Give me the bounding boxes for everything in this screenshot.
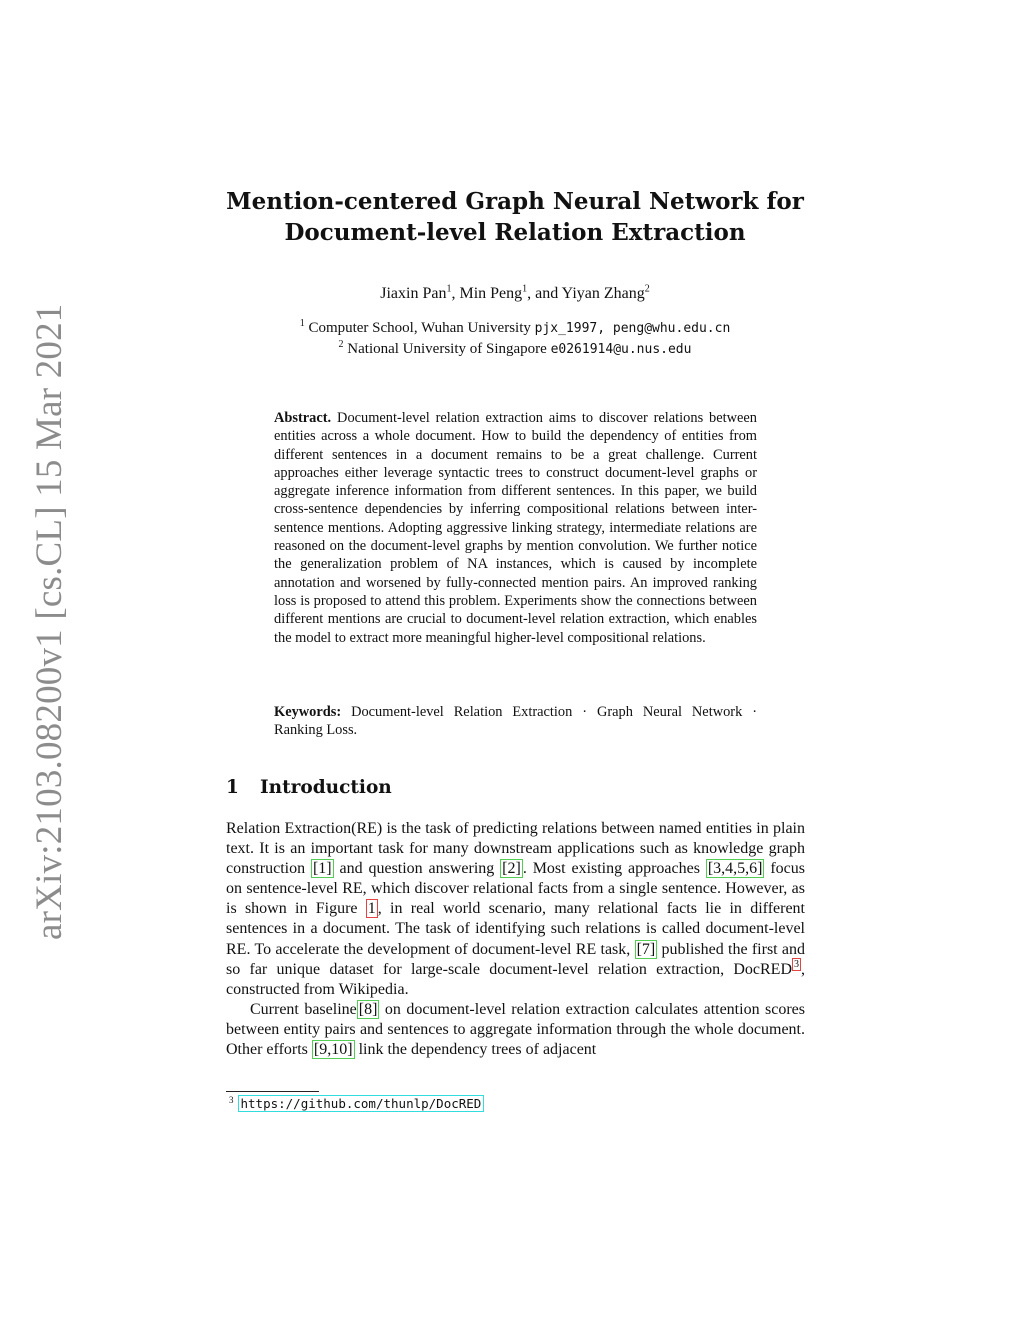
footnote-url-link[interactable]: https://github.com/thunlp/DocRED xyxy=(238,1095,485,1112)
author-separator: , and xyxy=(527,285,562,302)
section-number: 1 xyxy=(226,777,239,798)
citation-link[interactable]: [2] xyxy=(502,860,521,878)
citation-link[interactable]: [1] xyxy=(312,860,332,878)
affiliation-emails: e0261914@u.nus.edu xyxy=(550,342,692,357)
footnote xyxy=(229,1095,809,1113)
author-separator: , xyxy=(451,285,460,302)
affiliation-line xyxy=(200,339,830,360)
author-name: Yiyan Zhang xyxy=(561,285,645,302)
citation-link[interactable]: [7] xyxy=(636,940,656,958)
paper-title-line-2: Document-level Relation Extraction xyxy=(284,219,746,246)
abstract-label: Abstract. xyxy=(274,410,332,426)
author-name: Min Peng xyxy=(459,285,523,302)
abstract xyxy=(274,409,757,647)
arxiv-identifier-stamp: arXiv:2103.08200v1 [cs.CL] 15 Mar 2021 xyxy=(29,303,70,940)
affiliation-line xyxy=(200,318,830,339)
paragraph-text: published the first and so far unique dataset for large-scale document-level relation extraction, DocRED xyxy=(226,940,805,978)
paper-title-line-1: Mention-centered Graph Neural Network for xyxy=(226,188,804,215)
footnote-divider xyxy=(226,1091,319,1092)
author-affiliation-mark: 2 xyxy=(644,283,650,295)
citation-link[interactable]: [8] xyxy=(358,1000,378,1018)
citation-link[interactable]: [9,10] xyxy=(313,1041,353,1059)
author-name: Jiaxin Pan xyxy=(380,285,447,302)
paragraph-text: and question answering xyxy=(333,860,501,878)
paragraph-text: on document-level relation extraction calculates attention scores between entity pairs and sentences to aggregate information through the whole document. Other efforts xyxy=(226,1000,806,1059)
affiliations xyxy=(200,318,830,360)
paragraph-text: , in real world scenario, many relational facts lie in different sentences in a document. The task of identifying such relations is called document-level RE. To accelerate the development of document-level RE task, xyxy=(226,900,805,958)
affiliation-name: Computer School, Wuhan University xyxy=(308,320,531,336)
keywords-text: Document-level Relation Extraction · Graph Neural Network · Ranking Loss. xyxy=(274,704,757,739)
figure-reference-link[interactable]: 1 xyxy=(367,900,376,918)
footnote-mark: 3 xyxy=(229,1094,234,1105)
keywords xyxy=(274,703,757,740)
paper-title xyxy=(200,186,830,248)
paragraph xyxy=(226,1000,805,1060)
keywords-label: Keywords: xyxy=(274,704,342,720)
section-title: Introduction xyxy=(260,777,392,798)
author-affiliation-mark: 1 xyxy=(522,283,528,295)
paragraph-text: focus on sentence-level RE, which discover relational facts from a single sentence. However, as is shown in Figure xyxy=(226,860,806,918)
paragraph xyxy=(226,819,805,1000)
abstract-text: Document-level relation extraction aims to discover relations between entities across a whole document. How to build the dependency of entities from different sentences in a document remains to be a great challenge. Current approaches either leverage syntactic trees to construct document-level graphs or aggregate inference information from different sentences. In this paper, we build cross-sentence dependencies by inferring compositional relations between inter-sentence mentions. Adopting aggressive linking strategy, intermediate relations are reasoned on the document-level graphs by mention convolution. We further notice the generalization problem of NA instances, which is caused by incomplete annotation and worsened by fully-connected mention pairs. An improved ranking loss is proposed to attend this problem. Experiments show the connections between different mentions are crucial to document-level relation extraction, which enables the model to extract more meaningful higher-level compositional relations. xyxy=(274,410,757,646)
paragraph-text: Current baseline xyxy=(250,1000,357,1018)
introduction-body xyxy=(226,819,805,1060)
section-heading xyxy=(226,776,806,800)
affiliation-emails: pjx_1997, peng@whu.edu.cn xyxy=(534,321,731,336)
author-affiliation-mark: 1 xyxy=(446,283,452,295)
affiliation-mark: 2 xyxy=(338,339,344,350)
author-list xyxy=(200,284,830,304)
paragraph-text: Relation Extraction(RE) is the task of predicting relations between named entities in plain text. It is an important task for many downstream applications such as knowledge graph construction xyxy=(226,820,805,878)
affiliation-mark: 1 xyxy=(299,318,305,329)
paragraph-text: , constructed from Wikipedia. xyxy=(226,960,805,998)
footnote-reference-link[interactable]: 3 xyxy=(794,959,799,971)
paragraph-text: link the dependency trees of adjacent xyxy=(354,1041,597,1059)
affiliation-name: National University of Singapore xyxy=(347,341,547,357)
paragraph-text: . Most existing approaches xyxy=(522,860,706,878)
citation-link[interactable]: [3,4,5,6] xyxy=(707,860,763,878)
